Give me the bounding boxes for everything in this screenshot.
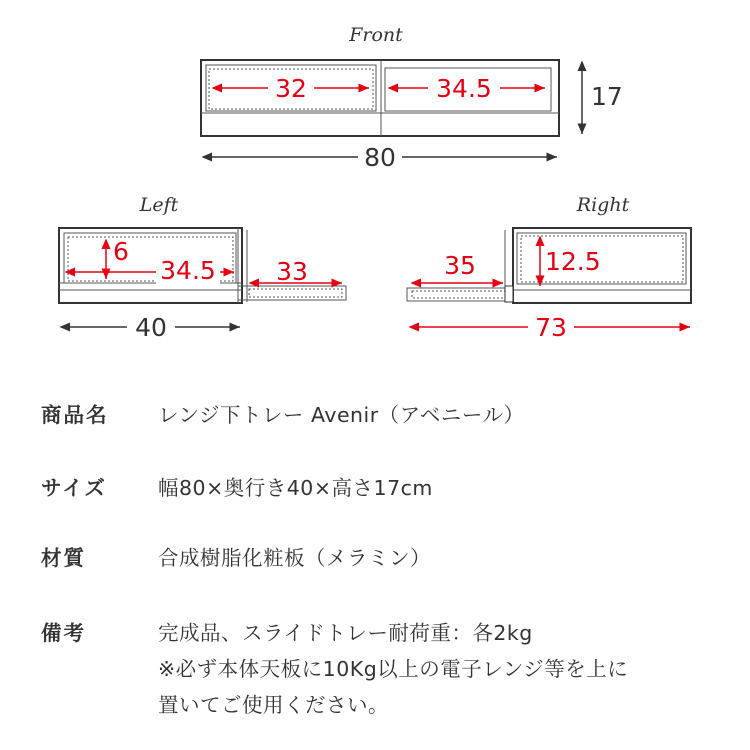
front-view [201, 24, 623, 172]
spec-label: 商品名 [41, 403, 109, 427]
front-width-dim: 80 [364, 143, 396, 172]
right-total-dim: 73 [535, 313, 567, 342]
front-height-dim: 17 [591, 82, 623, 111]
spec-line: ※必ず本体天板に10Kg以上の電子レンジ等を上に [158, 657, 629, 681]
right-slide-dim: 35 [444, 251, 476, 280]
left-tray-height-dim: 6 [113, 237, 129, 266]
right-slide-tray [407, 288, 513, 301]
left-inner-depth-dim: 34.5 [160, 256, 216, 285]
spec-line: レンジ下トレー Avenir（アベニール） [158, 403, 525, 427]
spec-value [158, 616, 628, 724]
front-left-tray-dim: 32 [275, 74, 307, 103]
front-right-tray-dim: 34.5 [436, 74, 492, 103]
front-body [201, 60, 559, 136]
left-title: Left [139, 194, 179, 216]
right-inner-height-dim: 12.5 [545, 247, 601, 276]
spec-line: 合成樹脂化粧板（メラミン） [158, 546, 431, 570]
spec-value [158, 541, 431, 577]
spec-label: サイズ [41, 476, 107, 500]
spec-label: 材質 [41, 546, 86, 570]
left-slide-tray [238, 286, 346, 300]
spec-label: 備考 [41, 621, 86, 645]
spec-value [158, 471, 433, 507]
spec-line: 置いてご使用ください。 [158, 693, 389, 717]
left-depth-dim: 40 [135, 313, 167, 342]
spec-line: 幅80×奥行き40×高さ17cm [158, 476, 433, 500]
right-view [407, 194, 691, 342]
right-title: Right [576, 194, 630, 216]
spec-value [158, 398, 524, 434]
left-slide-dim: 33 [276, 257, 308, 286]
spec-line: 完成品、スライドトレー耐荷重：各2kg [158, 621, 533, 645]
front-title: Front [349, 24, 403, 46]
left-view [59, 194, 346, 342]
